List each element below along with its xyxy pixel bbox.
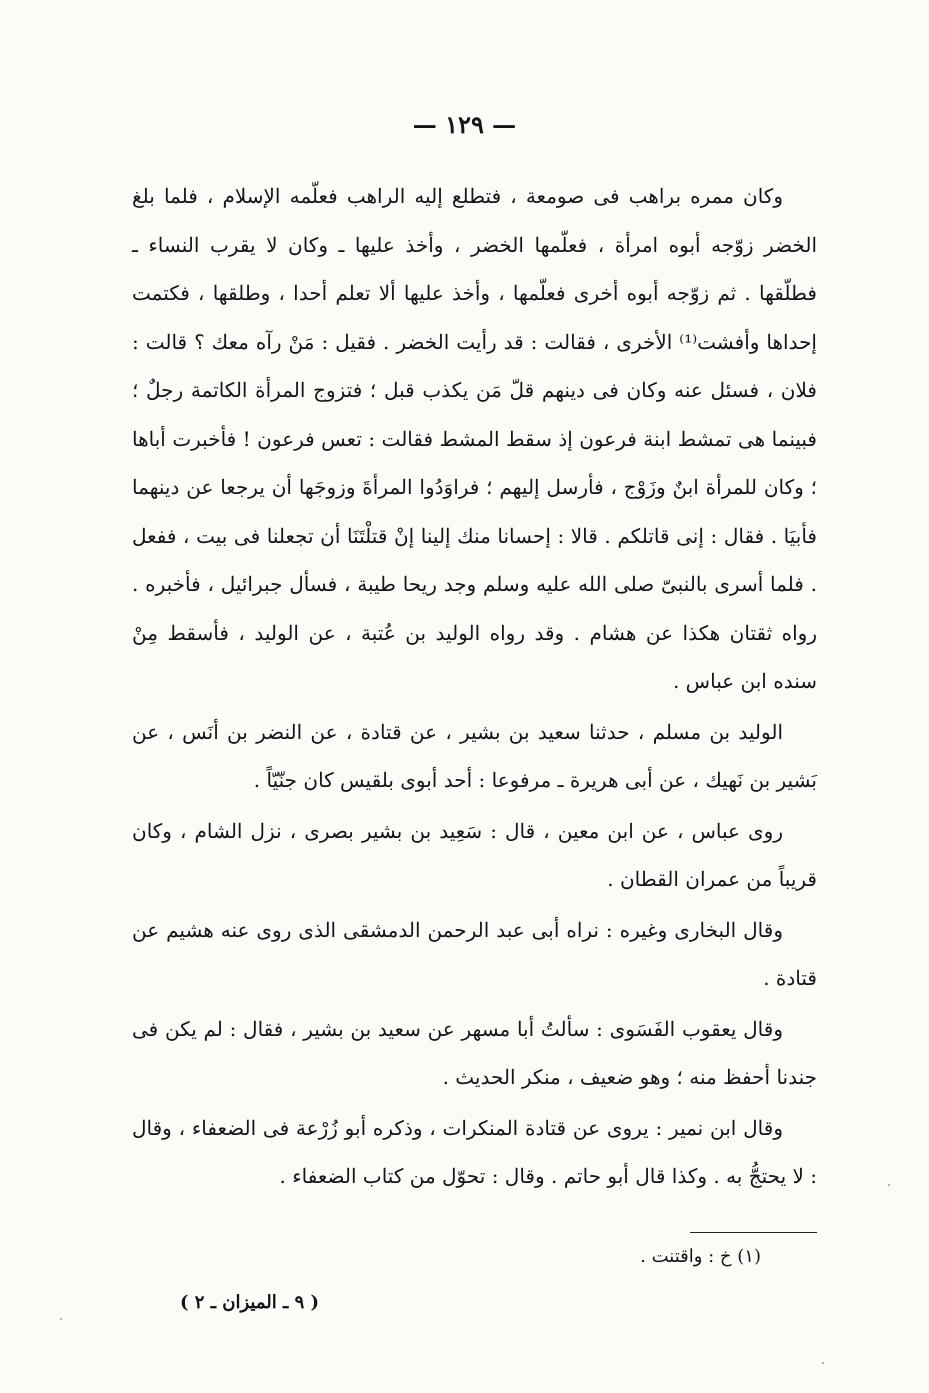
- footnote: (١) خ : واقتنت .: [640, 1246, 761, 1267]
- paragraph-abbas-ibn-main: روى عباس ، عن ابن معين ، قال : سَعِيد بن بشير بصرى ، نزل الشام ، وكان قريباً من عمران القطان .: [132, 818, 817, 891]
- paragraph-ibn-numayr: وقال ابن نمير : يروى عن قتادة المنكرات ، وذكره أبو زُرْعة فى الضعفاء ، وقال : لا يحتجُّ به . وكذا قال أبو حاتم . وقال : تحوّل من كتاب الضعفاء .: [132, 1115, 817, 1188]
- main-text: [132, 172, 817, 1201]
- footnote-divider: [690, 1232, 817, 1233]
- printer-signature: ( ٩ ـ الميزان ـ ٢ ): [180, 1292, 320, 1313]
- paper-speck: [822, 1362, 824, 1364]
- paragraph-walid-ibn-muslim: الوليد بن مسلم ، حدثنا سعيد بن بشير ، عن قتادة ، عن النضر بن أنَس ، عن بَشير بن نَهيك ، عن أبى هريرة ـ مرفوعا : أحد أبوى بلقيس كان جنّيّاً .: [132, 719, 817, 792]
- paper-speck: [60, 1318, 62, 1320]
- page-number: — ١٢٩ —: [412, 110, 517, 139]
- paragraph-yaqub-fasawi: وقال يعقوب الفَسَوى : سألتُ أبا مسهر عن سعيد بن بشير ، فقال : لم يكن فى جندنا أحفظ منه ؛ وهو ضعيف ، منكر الحديث .: [132, 1016, 817, 1089]
- paragraph-khidr-story: وكان ممره براهب فى صومعة ، فتطلع إليه الراهب فعلّمه الإسلام ، فلما بلغ الخضر زوّجه أبوه امرأة ، فعلّمها الخضر ، وأخذ عليها ـ وكان لا يقرب النساء ـ فطلّقها . ثم زوّجه أبوه أخرى فعلّمها ، وأخذ عليها ألا تعلم أحدا ، وطلقها ، فكتمت إحداها وأفشت⁽¹⁾ الأخرى ، فقالت : قد رأيت الخضر . فقيل : مَنْ رآه معك ؟ قالت : فلان ، فسئل عنه وكان فى دينهم قلّ مَن يكذب قبل ؛ فتزوج المرأة الكاتمة رجلٌ ؛ فبينما هى تمشط ابنة فرعون إذ سقط المشط فقالت : تعس فرعون ! فأخبرت أباها ؛ وكان للمرأة ابنٌ وزَوْج ، فأرسل إليهم ؛ فراوَدُوا المرأةَ وزوجَها أن يرجعا عن دينهما فأبيَا . فقال : إنى قاتلكم . قالا : إحسانا منك إلينا إنْ قتلْتَنَا أن تجعلنا فى بيت ، ففعل . فلما أسرى بالنبىّ صلى الله عليه وسلم وجد ريحا طيبة ، فسأل جبرائيل ، فأخبره . رواه ثقتان هكذا عن هشام . وقد رواه الوليد بن عُتبة ، عن الوليد ، فأسقط مِنْ سنده ابن عباس .: [132, 184, 817, 693]
- paragraph-bukhari: وقال البخارى وغيره : نراه أبى عبد الرحمن الدمشقى الذى روى عنه هشيم عن قتادة .: [132, 917, 817, 990]
- paper-speck: [888, 1184, 890, 1186]
